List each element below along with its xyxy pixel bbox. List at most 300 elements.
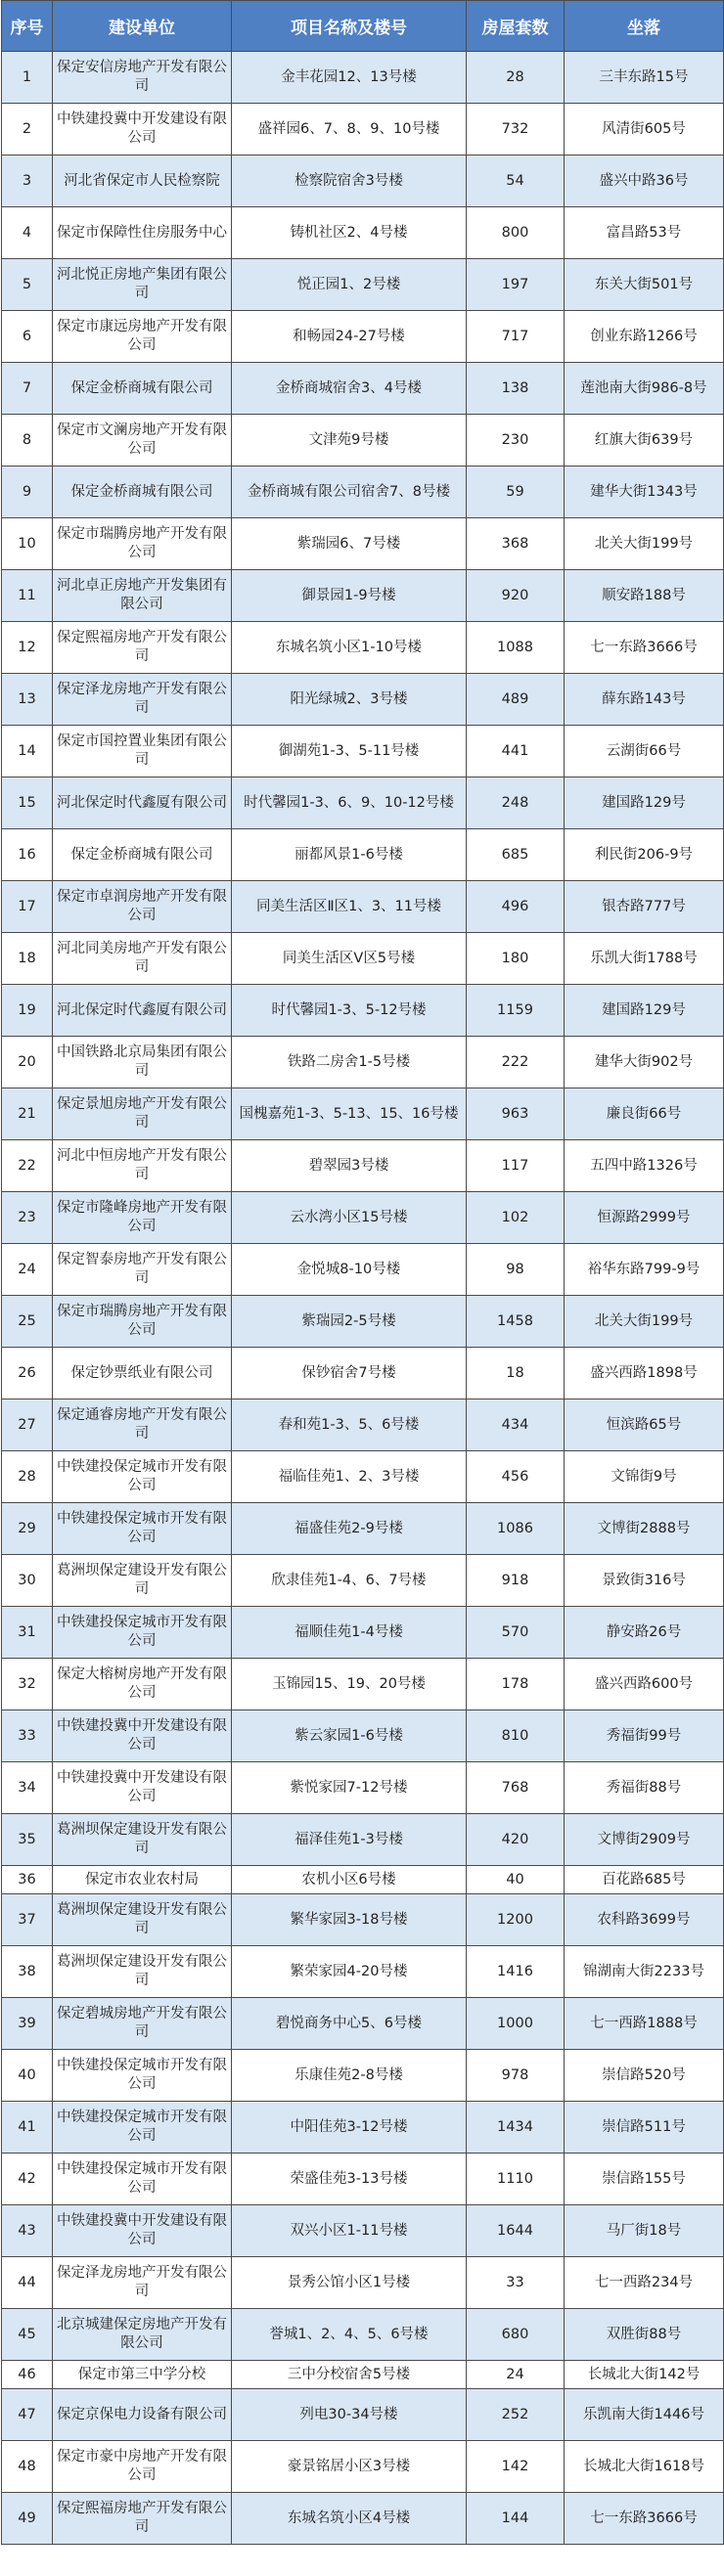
serial-number-cell: 42 xyxy=(2,2154,53,2205)
table-row xyxy=(2,1998,724,2050)
housing-units-cell: 180 xyxy=(467,933,565,985)
project-name-cell: 欣隶佳苑1-4、6、7号楼 xyxy=(232,1555,467,1607)
location-cell: 双胜街88号 xyxy=(565,2309,724,2361)
table-row xyxy=(2,52,724,104)
construction-unit-cell: 河北卓正房地产开发集团有限公司 xyxy=(53,570,232,622)
serial-number-cell: 16 xyxy=(2,829,53,881)
housing-units-cell: 685 xyxy=(467,829,565,881)
header-serial-number: 序号 xyxy=(2,1,53,52)
location-cell: 马厂街18号 xyxy=(565,2205,724,2257)
serial-number-cell: 36 xyxy=(2,1866,53,1894)
project-name-cell: 铸机社区2、4号楼 xyxy=(232,207,467,259)
housing-units-cell: 1416 xyxy=(467,1946,565,1998)
housing-units-cell: 1088 xyxy=(467,622,565,674)
location-cell: 银杏路777号 xyxy=(565,881,724,933)
table-row xyxy=(2,1503,724,1555)
construction-unit-cell: 河北同美房地产开发有限公司 xyxy=(53,933,232,985)
housing-units-cell: 420 xyxy=(467,1814,565,1866)
location-cell: 创业东路1266号 xyxy=(565,311,724,363)
serial-number-cell: 29 xyxy=(2,1503,53,1555)
table-row xyxy=(2,1244,724,1296)
construction-unit-cell: 保定市瑞腾房地产开发有限公司 xyxy=(53,1296,232,1348)
project-name-cell: 同美生活区Ⅱ区1、3、11号楼 xyxy=(232,881,467,933)
housing-units-cell: 768 xyxy=(467,1762,565,1814)
construction-unit-cell: 保定熙福房地产开发有限公司 xyxy=(53,2493,232,2545)
location-cell: 崇信路520号 xyxy=(565,2050,724,2102)
table-row xyxy=(2,933,724,985)
construction-unit-cell: 保定金桥商城有限公司 xyxy=(53,829,232,881)
table-row xyxy=(2,2361,724,2389)
serial-number-cell: 35 xyxy=(2,1814,53,1866)
project-name-cell: 福临佳苑1、2、3号楼 xyxy=(232,1451,467,1503)
housing-units-cell: 1200 xyxy=(467,1894,565,1946)
serial-number-cell: 33 xyxy=(2,1710,53,1762)
table-row xyxy=(2,1140,724,1192)
location-cell: 秀福街99号 xyxy=(565,1710,724,1762)
serial-number-cell: 17 xyxy=(2,881,53,933)
location-cell: 七一东路3666号 xyxy=(565,622,724,674)
table-row xyxy=(2,1814,724,1866)
project-name-cell: 玉锦园15、19、20号楼 xyxy=(232,1659,467,1710)
construction-unit-cell: 保定市农业农村局 xyxy=(53,1866,232,1894)
serial-number-cell: 39 xyxy=(2,1998,53,2050)
project-name-cell: 繁华家园3-18号楼 xyxy=(232,1894,467,1946)
location-cell: 七一东路3666号 xyxy=(565,2493,724,2545)
location-cell: 建华大街902号 xyxy=(565,1037,724,1088)
construction-unit-cell: 保定市保障性住房服务中心 xyxy=(53,207,232,259)
header-location: 坐落 xyxy=(565,1,724,52)
housing-units-cell: 963 xyxy=(467,1088,565,1140)
location-cell: 建国路129号 xyxy=(565,985,724,1037)
location-cell: 东关大街501号 xyxy=(565,259,724,311)
housing-units-cell: 98 xyxy=(467,1244,565,1296)
serial-number-cell: 13 xyxy=(2,674,53,726)
table-row xyxy=(2,622,724,674)
table-row xyxy=(2,570,724,622)
location-cell: 景致街316号 xyxy=(565,1555,724,1607)
location-cell: 文博街2909号 xyxy=(565,1814,724,1866)
header-construction-unit: 建设单位 xyxy=(53,1,232,52)
construction-unit-cell: 河北省保定市人民检察院 xyxy=(53,155,232,207)
project-name-cell: 御景园1-9号楼 xyxy=(232,570,467,622)
construction-unit-cell: 保定熙福房地产开发有限公司 xyxy=(53,622,232,674)
project-name-cell: 金桥商城宿舍3、4号楼 xyxy=(232,363,467,415)
serial-number-cell: 3 xyxy=(2,155,53,207)
location-cell: 五四中路1326号 xyxy=(565,1140,724,1192)
project-name-cell: 紫瑞园2-5号楼 xyxy=(232,1296,467,1348)
serial-number-cell: 40 xyxy=(2,2050,53,2102)
serial-number-cell: 23 xyxy=(2,1192,53,1244)
construction-unit-cell: 中铁建投保定城市开发有限公司 xyxy=(53,1503,232,1555)
table-row xyxy=(2,1762,724,1814)
construction-unit-cell: 中国铁路北京局集团有限公司 xyxy=(53,1037,232,1088)
table-row xyxy=(2,2441,724,2493)
serial-number-cell: 32 xyxy=(2,1659,53,1710)
construction-unit-cell: 中铁建投冀中开发建设有限公司 xyxy=(53,1710,232,1762)
housing-units-cell: 810 xyxy=(467,1710,565,1762)
construction-unit-cell: 葛洲坝保定建设开发有限公司 xyxy=(53,1894,232,1946)
serial-number-cell: 8 xyxy=(2,415,53,466)
housing-units-cell: 570 xyxy=(467,1607,565,1659)
table-row xyxy=(2,1296,724,1348)
project-name-cell: 誉城1、2、4、5、6号楼 xyxy=(232,2309,467,2361)
table-row xyxy=(2,259,724,311)
serial-number-cell: 48 xyxy=(2,2441,53,2493)
location-cell: 薛东路143号 xyxy=(565,674,724,726)
serial-number-cell: 25 xyxy=(2,1296,53,1348)
housing-units-cell: 368 xyxy=(467,518,565,570)
project-name-cell: 铁路二房舍1-5号楼 xyxy=(232,1037,467,1088)
housing-units-cell: 1434 xyxy=(467,2102,565,2154)
housing-units-cell: 18 xyxy=(467,1348,565,1399)
project-name-cell: 紫瑞园6、7号楼 xyxy=(232,518,467,570)
construction-unit-cell: 中铁建投保定城市开发有限公司 xyxy=(53,1607,232,1659)
housing-units-cell: 1159 xyxy=(467,985,565,1037)
housing-units-cell: 248 xyxy=(467,777,565,829)
project-name-cell: 碧悦商务中心5、6号楼 xyxy=(232,1998,467,2050)
serial-number-cell: 18 xyxy=(2,933,53,985)
table-row xyxy=(2,207,724,259)
housing-units-cell: 178 xyxy=(467,1659,565,1710)
serial-number-cell: 31 xyxy=(2,1607,53,1659)
project-name-cell: 东城名筑小区4号楼 xyxy=(232,2493,467,2545)
header-housing-units: 房屋套数 xyxy=(467,1,565,52)
table-row xyxy=(2,466,724,518)
serial-number-cell: 19 xyxy=(2,985,53,1037)
housing-units-cell: 1458 xyxy=(467,1296,565,1348)
location-cell: 风清街605号 xyxy=(565,104,724,155)
serial-number-cell: 14 xyxy=(2,726,53,777)
location-cell: 廉良街66号 xyxy=(565,1088,724,1140)
serial-number-cell: 9 xyxy=(2,466,53,518)
project-name-cell: 双兴小区1-11号楼 xyxy=(232,2205,467,2257)
construction-unit-cell: 中铁建投冀中开发建设有限公司 xyxy=(53,1762,232,1814)
table-header-row xyxy=(2,1,724,52)
housing-units-cell: 222 xyxy=(467,1037,565,1088)
serial-number-cell: 41 xyxy=(2,2102,53,2154)
project-name-cell: 御湖苑1-3、5-11号楼 xyxy=(232,726,467,777)
serial-number-cell: 4 xyxy=(2,207,53,259)
table-row xyxy=(2,1037,724,1088)
table-row xyxy=(2,829,724,881)
table-body xyxy=(2,52,724,2545)
table-row xyxy=(2,1451,724,1503)
housing-units-cell: 441 xyxy=(467,726,565,777)
location-cell: 云湖街66号 xyxy=(565,726,724,777)
serial-number-cell: 21 xyxy=(2,1088,53,1140)
table-row xyxy=(2,985,724,1037)
table-row xyxy=(2,2389,724,2441)
housing-units-cell: 1086 xyxy=(467,1503,565,1555)
construction-unit-cell: 保定景旭房地产开发有限公司 xyxy=(53,1088,232,1140)
table-row xyxy=(2,1088,724,1140)
project-name-cell: 三中分校宿舍5号楼 xyxy=(232,2361,467,2389)
construction-unit-cell: 中铁建投保定城市开发有限公司 xyxy=(53,1451,232,1503)
project-name-cell: 乐康佳苑2-8号楼 xyxy=(232,2050,467,2102)
serial-number-cell: 34 xyxy=(2,1762,53,1814)
location-cell: 建国路129号 xyxy=(565,777,724,829)
project-name-cell: 金悦城8-10号楼 xyxy=(232,1244,467,1296)
serial-number-cell: 10 xyxy=(2,518,53,570)
serial-number-cell: 20 xyxy=(2,1037,53,1088)
location-cell: 北关大街199号 xyxy=(565,518,724,570)
project-name-cell: 景秀公馆小区1号楼 xyxy=(232,2257,467,2309)
construction-unit-cell: 保定市国控置业集团有限公司 xyxy=(53,726,232,777)
table-row xyxy=(2,363,724,415)
construction-unit-cell: 葛洲坝保定建设开发有限公司 xyxy=(53,1555,232,1607)
project-name-cell: 农机小区6号楼 xyxy=(232,1866,467,1894)
construction-unit-cell: 保定大榕树房地产开发有限公司 xyxy=(53,1659,232,1710)
housing-units-cell: 40 xyxy=(467,1866,565,1894)
construction-unit-cell: 北京城建保定房地产开发有限公司 xyxy=(53,2309,232,2361)
project-name-cell: 金丰花园12、13号楼 xyxy=(232,52,467,104)
table-row xyxy=(2,1659,724,1710)
location-cell: 崇信路511号 xyxy=(565,2102,724,2154)
table-row xyxy=(2,2309,724,2361)
location-cell: 富昌路53号 xyxy=(565,207,724,259)
serial-number-cell: 7 xyxy=(2,363,53,415)
table-row xyxy=(2,2257,724,2309)
serial-number-cell: 1 xyxy=(2,52,53,104)
housing-units-cell: 1000 xyxy=(467,1998,565,2050)
location-cell: 三丰东路15号 xyxy=(565,52,724,104)
project-name-cell: 同美生活区Ⅴ区5号楼 xyxy=(232,933,467,985)
serial-number-cell: 2 xyxy=(2,104,53,155)
location-cell: 盛兴中路36号 xyxy=(565,155,724,207)
location-cell: 红旗大街639号 xyxy=(565,415,724,466)
table-row xyxy=(2,518,724,570)
construction-unit-cell: 河北保定时代鑫厦有限公司 xyxy=(53,777,232,829)
housing-units-cell: 800 xyxy=(467,207,565,259)
project-name-cell: 盛祥园6、7、8、9、10号楼 xyxy=(232,104,467,155)
housing-units-cell: 717 xyxy=(467,311,565,363)
table-row xyxy=(2,726,724,777)
location-cell: 盛兴西路1898号 xyxy=(565,1348,724,1399)
project-name-cell: 丽都风景1-6号楼 xyxy=(232,829,467,881)
location-cell: 崇信路155号 xyxy=(565,2154,724,2205)
project-name-cell: 检察院宿舍3号楼 xyxy=(232,155,467,207)
construction-unit-cell: 中铁建投保定城市开发有限公司 xyxy=(53,2154,232,2205)
construction-unit-cell: 保定市隆峰房地产开发有限公司 xyxy=(53,1192,232,1244)
construction-unit-cell: 中铁建投保定城市开发有限公司 xyxy=(53,2050,232,2102)
location-cell: 莲池南大街986-8号 xyxy=(565,363,724,415)
construction-unit-cell: 保定金桥商城有限公司 xyxy=(53,466,232,518)
location-cell: 乐凯大街1788号 xyxy=(565,933,724,985)
table-row xyxy=(2,415,724,466)
construction-unit-cell: 中铁建投保定城市开发有限公司 xyxy=(53,2102,232,2154)
serial-number-cell: 5 xyxy=(2,259,53,311)
construction-unit-cell: 保定泽龙房地产开发有限公司 xyxy=(53,2257,232,2309)
table-row xyxy=(2,1894,724,1946)
housing-units-cell: 496 xyxy=(467,881,565,933)
housing-units-cell: 33 xyxy=(467,2257,565,2309)
project-name-cell: 福顺佳苑1-4号楼 xyxy=(232,1607,467,1659)
housing-units-cell: 54 xyxy=(467,155,565,207)
location-cell: 乐凯南大街1446号 xyxy=(565,2389,724,2441)
construction-unit-cell: 保定京保电力设备有限公司 xyxy=(53,2389,232,2441)
serial-number-cell: 24 xyxy=(2,1244,53,1296)
housing-projects-table xyxy=(1,0,724,2545)
project-name-cell: 荣盛佳苑3-13号楼 xyxy=(232,2154,467,2205)
construction-unit-cell: 保定泽龙房地产开发有限公司 xyxy=(53,674,232,726)
serial-number-cell: 38 xyxy=(2,1946,53,1998)
location-cell: 农科路3699号 xyxy=(565,1894,724,1946)
construction-unit-cell: 保定市第三中学分校 xyxy=(53,2361,232,2389)
table-row xyxy=(2,2050,724,2102)
project-name-cell: 春和苑1-3、5、6号楼 xyxy=(232,1399,467,1451)
housing-units-cell: 680 xyxy=(467,2309,565,2361)
serial-number-cell: 15 xyxy=(2,777,53,829)
construction-unit-cell: 中铁建投冀中开发建设有限公司 xyxy=(53,2205,232,2257)
location-cell: 锦湖南大街2233号 xyxy=(565,1946,724,1998)
location-cell: 恒滨路65号 xyxy=(565,1399,724,1451)
housing-units-cell: 489 xyxy=(467,674,565,726)
table-row xyxy=(2,674,724,726)
housing-units-cell: 102 xyxy=(467,1192,565,1244)
location-cell: 顺安路188号 xyxy=(565,570,724,622)
housing-units-cell: 1644 xyxy=(467,2205,565,2257)
housing-units-cell: 117 xyxy=(467,1140,565,1192)
construction-unit-cell: 保定碧城房地产开发有限公司 xyxy=(53,1998,232,2050)
table-row xyxy=(2,1555,724,1607)
housing-units-cell: 920 xyxy=(467,570,565,622)
serial-number-cell: 11 xyxy=(2,570,53,622)
serial-number-cell: 46 xyxy=(2,2361,53,2389)
housing-units-cell: 978 xyxy=(467,2050,565,2102)
construction-unit-cell: 葛洲坝保定建设开发有限公司 xyxy=(53,1814,232,1866)
construction-unit-cell: 保定市瑞腾房地产开发有限公司 xyxy=(53,518,232,570)
serial-number-cell: 30 xyxy=(2,1555,53,1607)
housing-units-cell: 434 xyxy=(467,1399,565,1451)
project-name-cell: 紫悦家园7-12号楼 xyxy=(232,1762,467,1814)
serial-number-cell: 44 xyxy=(2,2257,53,2309)
header-project-and-building: 项目名称及楼号 xyxy=(232,1,467,52)
location-cell: 文锦街9号 xyxy=(565,1451,724,1503)
project-name-cell: 国槐嘉苑1-3、5-13、15、16号楼 xyxy=(232,1088,467,1140)
table-row xyxy=(2,1866,724,1894)
table-row xyxy=(2,104,724,155)
location-cell: 盛兴西路600号 xyxy=(565,1659,724,1710)
project-name-cell: 云水湾小区15号楼 xyxy=(232,1192,467,1244)
construction-unit-cell: 葛洲坝保定建设开发有限公司 xyxy=(53,1946,232,1998)
housing-units-cell: 456 xyxy=(467,1451,565,1503)
project-name-cell: 紫云家园1-6号楼 xyxy=(232,1710,467,1762)
project-name-cell: 金桥商城有限公司宿舍7、8号楼 xyxy=(232,466,467,518)
table-row xyxy=(2,1348,724,1399)
project-name-cell: 福盛佳苑2-9号楼 xyxy=(232,1503,467,1555)
table-row xyxy=(2,2154,724,2205)
housing-units-cell: 144 xyxy=(467,2493,565,2545)
location-cell: 百花路685号 xyxy=(565,1866,724,1894)
project-name-cell: 和畅园24-27号楼 xyxy=(232,311,467,363)
housing-units-cell: 230 xyxy=(467,415,565,466)
table-row xyxy=(2,1192,724,1244)
housing-units-cell: 28 xyxy=(467,52,565,104)
location-cell: 利民街206-9号 xyxy=(565,829,724,881)
serial-number-cell: 6 xyxy=(2,311,53,363)
location-cell: 长城北大街142号 xyxy=(565,2361,724,2389)
location-cell: 文博街2888号 xyxy=(565,1503,724,1555)
location-cell: 静安路26号 xyxy=(565,1607,724,1659)
housing-units-cell: 142 xyxy=(467,2441,565,2493)
serial-number-cell: 27 xyxy=(2,1399,53,1451)
serial-number-cell: 47 xyxy=(2,2389,53,2441)
project-name-cell: 悦正园1、2号楼 xyxy=(232,259,467,311)
construction-unit-cell: 保定市文澜房地产开发有限公司 xyxy=(53,415,232,466)
housing-units-cell: 918 xyxy=(467,1555,565,1607)
construction-unit-cell: 保定智泰房地产开发有限公司 xyxy=(53,1244,232,1296)
construction-unit-cell: 河北中恒房地产开发有限公司 xyxy=(53,1140,232,1192)
serial-number-cell: 43 xyxy=(2,2205,53,2257)
project-name-cell: 中阳佳苑3-12号楼 xyxy=(232,2102,467,2154)
serial-number-cell: 37 xyxy=(2,1894,53,1946)
table-row xyxy=(2,311,724,363)
construction-unit-cell: 保定金桥商城有限公司 xyxy=(53,363,232,415)
table-row xyxy=(2,881,724,933)
serial-number-cell: 12 xyxy=(2,622,53,674)
project-name-cell: 碧翠园3号楼 xyxy=(232,1140,467,1192)
project-name-cell: 文津苑9号楼 xyxy=(232,415,467,466)
location-cell: 七一西路1888号 xyxy=(565,1998,724,2050)
table-row xyxy=(2,155,724,207)
serial-number-cell: 49 xyxy=(2,2493,53,2545)
serial-number-cell: 22 xyxy=(2,1140,53,1192)
housing-units-cell: 1110 xyxy=(467,2154,565,2205)
project-name-cell: 东城名筑小区1-10号楼 xyxy=(232,622,467,674)
housing-units-cell: 138 xyxy=(467,363,565,415)
housing-units-cell: 732 xyxy=(467,104,565,155)
project-name-cell: 阳光绿城2、3号楼 xyxy=(232,674,467,726)
serial-number-cell: 45 xyxy=(2,2309,53,2361)
construction-unit-cell: 保定市卓润房地产开发有限公司 xyxy=(53,881,232,933)
serial-number-cell: 28 xyxy=(2,1451,53,1503)
project-name-cell: 保钞宿舍7号楼 xyxy=(232,1348,467,1399)
construction-unit-cell: 保定市康远房地产开发有限公司 xyxy=(53,311,232,363)
location-cell: 秀福街88号 xyxy=(565,1762,724,1814)
table-row xyxy=(2,2493,724,2545)
serial-number-cell: 26 xyxy=(2,1348,53,1399)
table-row xyxy=(2,2102,724,2154)
location-cell: 裕华东路799-9号 xyxy=(565,1244,724,1296)
project-name-cell: 时代馨园1-3、6、9、10-12号楼 xyxy=(232,777,467,829)
construction-unit-cell: 保定市豪中房地产开发有限公司 xyxy=(53,2441,232,2493)
project-name-cell: 豪景铭居小区3号楼 xyxy=(232,2441,467,2493)
housing-units-cell: 24 xyxy=(467,2361,565,2389)
location-cell: 七一西路234号 xyxy=(565,2257,724,2309)
project-name-cell: 时代馨园1-3、5-12号楼 xyxy=(232,985,467,1037)
construction-unit-cell: 河北悦正房地产集团有限公司 xyxy=(53,259,232,311)
construction-unit-cell: 保定钞票纸业有限公司 xyxy=(53,1348,232,1399)
table-row xyxy=(2,2205,724,2257)
project-name-cell: 福泽佳苑1-3号楼 xyxy=(232,1814,467,1866)
location-cell: 长城北大街1618号 xyxy=(565,2441,724,2493)
construction-unit-cell: 中铁建投冀中开发建设有限公司 xyxy=(53,104,232,155)
table-row xyxy=(2,1399,724,1451)
location-cell: 恒源路2999号 xyxy=(565,1192,724,1244)
location-cell: 建华大街1343号 xyxy=(565,466,724,518)
project-name-cell: 繁荣家园4-20号楼 xyxy=(232,1946,467,1998)
housing-units-cell: 59 xyxy=(467,466,565,518)
table-row xyxy=(2,1710,724,1762)
project-name-cell: 列电30-34号楼 xyxy=(232,2389,467,2441)
table-row xyxy=(2,1946,724,1998)
location-cell: 北关大街199号 xyxy=(565,1296,724,1348)
table-row xyxy=(2,777,724,829)
construction-unit-cell: 保定安信房地产开发有限公司 xyxy=(53,52,232,104)
housing-units-cell: 252 xyxy=(467,2389,565,2441)
housing-units-cell: 197 xyxy=(467,259,565,311)
construction-unit-cell: 河北保定时代鑫厦有限公司 xyxy=(53,985,232,1037)
